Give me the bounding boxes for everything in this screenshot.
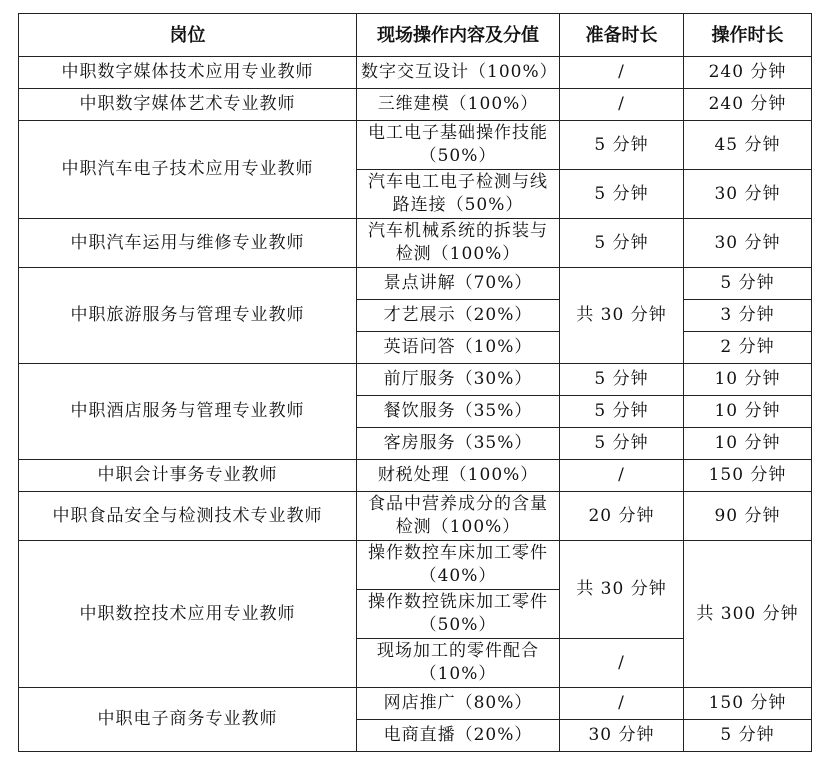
- prep-cell: 共 30 分钟: [560, 541, 684, 639]
- content-cell: 前厅服务（30%）: [357, 364, 560, 396]
- table-row: [19, 688, 812, 720]
- prep-cell: 5 分钟: [560, 364, 684, 396]
- header-op: 操作时长: [684, 14, 812, 57]
- prep-cell: 5 分钟: [560, 121, 684, 170]
- table-row: [19, 219, 812, 268]
- content-cell: 数字交互设计（100%）: [357, 57, 560, 89]
- post-cell: 中职汽车运用与维修专业教师: [19, 219, 357, 268]
- content-cell: 客房服务（35%）: [357, 428, 560, 460]
- op-cell: 30 分钟: [684, 219, 812, 268]
- post-cell: 中职数控技术应用专业教师: [19, 541, 357, 688]
- post-cell: 中职食品安全与检测技术专业教师: [19, 492, 357, 541]
- op-cell: 45 分钟: [684, 121, 812, 170]
- table-row: [19, 57, 812, 89]
- header-post: 岗位: [19, 14, 357, 57]
- op-cell: 150 分钟: [684, 460, 812, 492]
- op-cell: 2 分钟: [684, 332, 812, 364]
- content-cell: 现场加工的零件配合（10%）: [357, 639, 560, 688]
- content-cell: 电商直播（20%）: [357, 720, 560, 752]
- post-cell: 中职旅游服务与管理专业教师: [19, 268, 357, 364]
- post-cell: 中职数字媒体艺术专业教师: [19, 89, 357, 121]
- prep-cell: 5 分钟: [560, 170, 684, 219]
- content-cell: 景点讲解（70%）: [357, 268, 560, 300]
- exam-schedule-table: [18, 13, 812, 752]
- prep-cell: /: [560, 89, 684, 121]
- prep-cell: 20 分钟: [560, 492, 684, 541]
- content-cell: 操作数控铣床加工零件（50%）: [357, 590, 560, 639]
- op-cell: 3 分钟: [684, 300, 812, 332]
- content-cell: 三维建模（100%）: [357, 89, 560, 121]
- header-prep: 准备时长: [560, 14, 684, 57]
- op-cell: 10 分钟: [684, 396, 812, 428]
- header-content: 现场操作内容及分值: [357, 14, 560, 57]
- content-cell: 网店推广（80%）: [357, 688, 560, 720]
- content-cell: 汽车机械系统的拆装与检测（100%）: [357, 219, 560, 268]
- prep-cell: 共 30 分钟: [560, 268, 684, 364]
- op-cell: 240 分钟: [684, 57, 812, 89]
- prep-cell: /: [560, 639, 684, 688]
- content-cell: 英语问答（10%）: [357, 332, 560, 364]
- content-cell: 财税处理（100%）: [357, 460, 560, 492]
- content-cell: 食品中营养成分的含量检测（100%）: [357, 492, 560, 541]
- table-row: [19, 89, 812, 121]
- content-cell: 餐饮服务（35%）: [357, 396, 560, 428]
- op-cell: 90 分钟: [684, 492, 812, 541]
- post-cell: 中职酒店服务与管理专业教师: [19, 364, 357, 460]
- op-cell: 5 分钟: [684, 720, 812, 752]
- op-cell: 30 分钟: [684, 170, 812, 219]
- op-cell: 5 分钟: [684, 268, 812, 300]
- post-cell: 中职电子商务专业教师: [19, 688, 357, 752]
- table-row: [19, 268, 812, 300]
- prep-cell: /: [560, 688, 684, 720]
- table-row: [19, 541, 812, 590]
- op-cell: 共 300 分钟: [684, 541, 812, 688]
- prep-cell: 5 分钟: [560, 219, 684, 268]
- prep-cell: 30 分钟: [560, 720, 684, 752]
- op-cell: 150 分钟: [684, 688, 812, 720]
- content-cell: 才艺展示（20%）: [357, 300, 560, 332]
- prep-cell: 5 分钟: [560, 396, 684, 428]
- post-cell: 中职数字媒体技术应用专业教师: [19, 57, 357, 89]
- op-cell: 10 分钟: [684, 428, 812, 460]
- op-cell: 240 分钟: [684, 89, 812, 121]
- op-cell: 10 分钟: [684, 364, 812, 396]
- content-cell: 电工电子基础操作技能（50%）: [357, 121, 560, 170]
- table-row: [19, 121, 812, 170]
- table-row: [19, 460, 812, 492]
- prep-cell: /: [560, 57, 684, 89]
- post-cell: 中职汽车电子技术应用专业教师: [19, 121, 357, 219]
- table-row: [19, 364, 812, 396]
- prep-cell: 5 分钟: [560, 428, 684, 460]
- content-cell: 操作数控车床加工零件（40%）: [357, 541, 560, 590]
- content-cell: 汽车电工电子检测与线路连接（50%）: [357, 170, 560, 219]
- post-cell: 中职会计事务专业教师: [19, 460, 357, 492]
- header-row: [19, 14, 812, 57]
- prep-cell: /: [560, 460, 684, 492]
- table-row: [19, 492, 812, 541]
